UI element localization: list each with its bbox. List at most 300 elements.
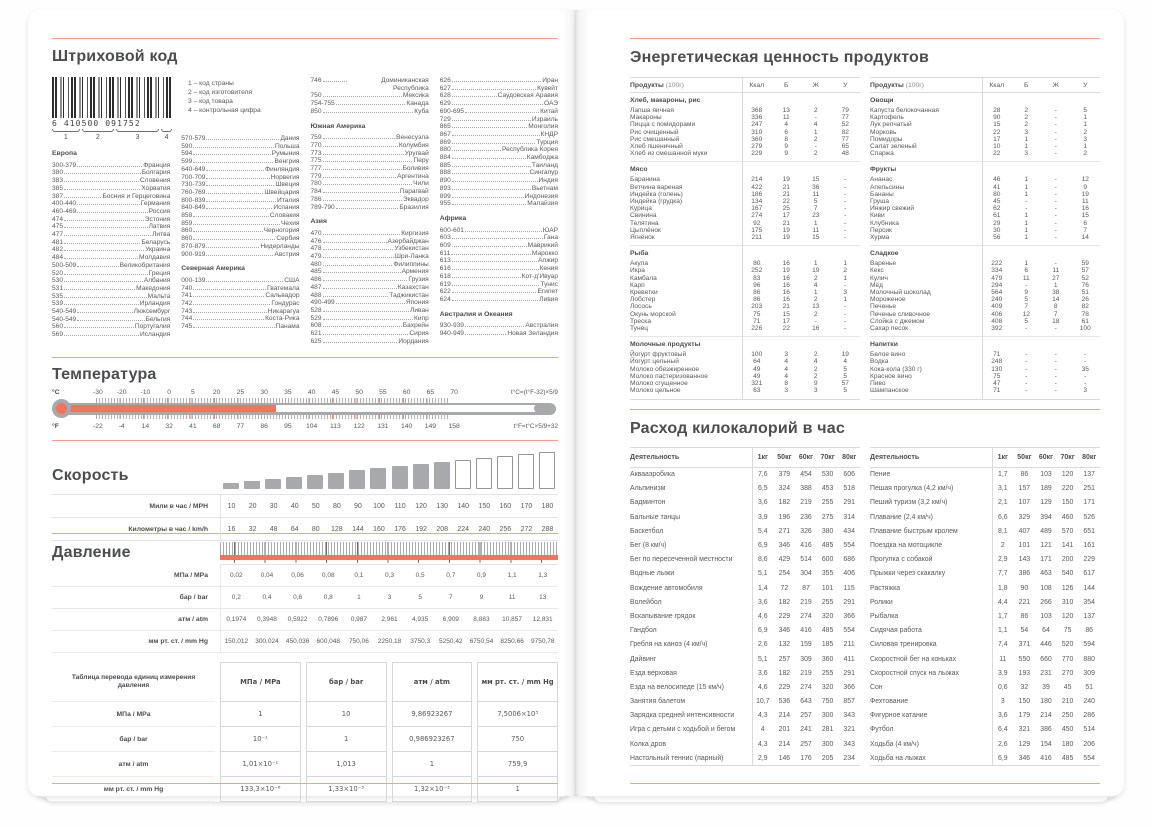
food-row bbox=[870, 184, 1100, 191]
calories-row bbox=[630, 652, 860, 666]
calories-row bbox=[630, 751, 860, 765]
food-name: Молочный шоколад bbox=[870, 289, 931, 297]
calories-value: 189 bbox=[1040, 485, 1052, 493]
food-table-left bbox=[630, 77, 860, 400]
pressure-table-cell: 1,013 bbox=[306, 751, 387, 777]
food-row bbox=[870, 176, 1100, 183]
food-values bbox=[982, 121, 1100, 128]
food-row bbox=[870, 387, 1100, 394]
barcode-bracket bbox=[82, 129, 114, 132]
calories-value: 460 bbox=[1061, 513, 1074, 521]
country-code: 383 bbox=[52, 177, 64, 185]
food-value: 564 bbox=[991, 289, 1003, 297]
fahrenheit-tick: 113 bbox=[329, 423, 341, 430]
food-name: Рис очищенный bbox=[630, 128, 679, 136]
food-value: 19 bbox=[1081, 190, 1089, 198]
calories-value: 211 bbox=[843, 641, 855, 649]
pressure-value: 6750,54 bbox=[469, 638, 494, 645]
food-value: 1 bbox=[813, 128, 818, 136]
calories-value: 320 bbox=[821, 612, 834, 620]
food-row bbox=[630, 282, 860, 289]
country-code: 773 bbox=[310, 149, 322, 157]
food-value: 80 bbox=[993, 190, 1001, 198]
food-value: - bbox=[1054, 150, 1057, 158]
food-value: 49 bbox=[753, 365, 761, 373]
dotted-leader bbox=[452, 277, 521, 278]
food-row bbox=[870, 234, 1100, 241]
speed-bar-graphic bbox=[220, 449, 558, 489]
country-list-column bbox=[52, 150, 170, 339]
barcode-bracket-label: 2 bbox=[95, 134, 100, 141]
food-name: Баранина bbox=[630, 176, 660, 184]
food-value: 19 bbox=[782, 267, 790, 275]
country-code: 750 bbox=[310, 92, 322, 100]
food-value: 22 bbox=[993, 128, 1001, 136]
food-value: 35 bbox=[1081, 365, 1089, 373]
pressure-table-cell: 750 bbox=[477, 726, 558, 752]
page-gutter-shadow bbox=[562, 10, 590, 796]
food-value: - bbox=[844, 190, 847, 198]
country-code: 888 bbox=[439, 169, 451, 177]
dotted-leader bbox=[452, 135, 540, 136]
calories-value: 416 bbox=[1040, 754, 1052, 762]
pressure-value: 13 bbox=[539, 594, 547, 601]
country-entry bbox=[440, 185, 558, 193]
dotted-leader bbox=[64, 304, 139, 305]
calories-value: 214 bbox=[778, 712, 791, 720]
food-values bbox=[742, 191, 860, 198]
country-name: Эквадор bbox=[402, 195, 429, 203]
kmh-value: 256 bbox=[499, 525, 512, 533]
food-value: 1 bbox=[1024, 190, 1029, 198]
calories-value: 686 bbox=[843, 556, 855, 564]
country-name: Бельгия bbox=[145, 315, 171, 323]
food-value: 17 bbox=[993, 135, 1001, 143]
country-entry bbox=[181, 277, 299, 285]
calories-value: 3,9 bbox=[998, 669, 1008, 677]
food-name: Ветчина вареная bbox=[630, 183, 683, 191]
country-entry bbox=[52, 285, 170, 293]
calories-value: 255 bbox=[821, 598, 834, 606]
calories-value: 2,1 bbox=[998, 499, 1008, 507]
country-list-column bbox=[440, 77, 558, 338]
calories-value: 4,6 bbox=[758, 683, 768, 691]
activity-name: Дайвинг bbox=[630, 655, 657, 663]
barcode-section bbox=[52, 39, 558, 357]
mph-value: 140 bbox=[457, 502, 470, 510]
kmh-value: 48 bbox=[269, 525, 278, 533]
food-value: 16 bbox=[782, 289, 790, 297]
pressure-table-cell: 10⁻¹ bbox=[220, 726, 301, 752]
food-value: 5 bbox=[843, 387, 848, 395]
food-header-products-bold: Продукты bbox=[870, 81, 904, 89]
calories-row bbox=[870, 581, 1100, 595]
food-value: 63 bbox=[753, 387, 761, 395]
country-code: 590 bbox=[181, 142, 193, 150]
pressure-value: 0,9 bbox=[476, 572, 486, 579]
food-value: 11 bbox=[1081, 198, 1089, 206]
calories-value: 485 bbox=[1061, 754, 1074, 762]
food-values bbox=[982, 296, 1100, 303]
calories-values bbox=[752, 485, 860, 492]
calories-value: 321 bbox=[843, 726, 855, 734]
dotted-leader bbox=[452, 96, 497, 97]
country-code: 741 bbox=[181, 292, 193, 300]
dotted-leader bbox=[323, 177, 397, 178]
country-code: 700-709 bbox=[181, 173, 206, 181]
country-entry bbox=[440, 273, 558, 281]
food-values bbox=[982, 114, 1100, 121]
country-code: 893 bbox=[439, 184, 451, 192]
fahrenheit-tick: 86 bbox=[260, 423, 268, 430]
food-row bbox=[630, 234, 860, 241]
food-row bbox=[630, 191, 860, 198]
food-value: 214 bbox=[751, 176, 763, 184]
food-values bbox=[742, 121, 860, 128]
food-value: 229 bbox=[751, 150, 763, 158]
food-value: - bbox=[1025, 358, 1028, 366]
food-name: Молоко обезжиренное bbox=[630, 365, 700, 373]
activity-name: Сон bbox=[870, 683, 883, 691]
pressure-value: 0,7 bbox=[446, 572, 456, 579]
calories-value: 416 bbox=[800, 627, 812, 635]
food-value: 46 bbox=[993, 176, 1001, 184]
pressure-value: 7 bbox=[448, 594, 453, 601]
pressure-value: 0,2 bbox=[231, 594, 241, 601]
dotted-leader bbox=[465, 334, 506, 335]
calories-value: 4,4 bbox=[998, 598, 1008, 606]
food-value: 336 bbox=[751, 114, 763, 122]
pressure-value: 1 bbox=[357, 594, 361, 601]
calories-values bbox=[752, 755, 860, 762]
country-name: Монголия bbox=[528, 123, 558, 131]
calories-values bbox=[992, 712, 1100, 719]
dotted-leader bbox=[465, 112, 539, 113]
dotted-leader bbox=[77, 312, 132, 313]
food-value: 100 bbox=[751, 351, 763, 359]
food-name: Икра bbox=[630, 267, 645, 275]
food-name: Лапша яичная bbox=[630, 107, 674, 114]
food-name: Мёд bbox=[870, 281, 884, 289]
dotted-leader bbox=[64, 181, 139, 182]
food-value: - bbox=[844, 198, 847, 206]
kmh-value: 64 bbox=[290, 525, 299, 533]
food-row bbox=[870, 212, 1100, 219]
country-name: Турция bbox=[536, 138, 558, 146]
celsius-tick: 45 bbox=[331, 389, 340, 396]
calories-row bbox=[870, 709, 1100, 723]
food-name: Спаржа bbox=[870, 150, 894, 158]
activity-name: Игра с детьми с ходьбой и бегом bbox=[630, 726, 736, 734]
food-row bbox=[630, 114, 860, 121]
pressure-table-cell: 1,32×10⁻³ bbox=[392, 776, 473, 802]
calories-value: 6,9 bbox=[758, 542, 768, 550]
country-name: Ирландия bbox=[139, 300, 171, 308]
food-name: Окунь морской bbox=[630, 310, 676, 318]
calories-values bbox=[752, 542, 860, 549]
pressure-table-row-label: мм рт. ст. / mm Hg bbox=[52, 777, 215, 802]
food-value: - bbox=[844, 176, 847, 184]
calories-value: 570 bbox=[1061, 527, 1074, 535]
dotted-leader bbox=[323, 326, 402, 327]
country-code: 880 bbox=[439, 146, 451, 154]
country-code: 759 bbox=[310, 134, 322, 142]
food-value: 36 bbox=[812, 183, 820, 191]
dotted-leader bbox=[64, 258, 138, 259]
food-header-col: Б bbox=[1024, 81, 1029, 89]
calories-value: 0,6 bbox=[998, 683, 1008, 691]
country-name: Италия bbox=[277, 196, 300, 204]
food-name: Йогурт цельный bbox=[630, 358, 679, 366]
calories-value: 411 bbox=[843, 655, 855, 663]
country-entry bbox=[181, 181, 299, 189]
calories-value: 1,8 bbox=[998, 584, 1008, 592]
food-value: 45 bbox=[993, 198, 1001, 206]
calories-row bbox=[630, 524, 860, 538]
calories-row bbox=[870, 624, 1100, 638]
pressure-title: Давление bbox=[52, 544, 131, 561]
calories-header-col: 1кг bbox=[757, 453, 768, 461]
dotted-leader bbox=[323, 154, 404, 155]
food-values bbox=[982, 260, 1100, 267]
country-entry bbox=[52, 239, 170, 247]
speed-bar-rect bbox=[476, 458, 492, 489]
celsius-formula: t°C=(t°F-32)×5/9 bbox=[510, 389, 558, 396]
calories-value: 75 bbox=[1063, 627, 1072, 635]
food-name: Лук репчатый bbox=[870, 121, 912, 129]
dotted-leader bbox=[64, 281, 143, 282]
country-name: Исландия bbox=[139, 331, 171, 339]
dotted-leader bbox=[465, 326, 524, 327]
food-header-cols bbox=[742, 82, 860, 89]
calories-value: 54 bbox=[1020, 627, 1029, 635]
calories-value: 321 bbox=[1018, 726, 1031, 734]
calories-value: 366 bbox=[843, 612, 855, 620]
food-section-heading: Овощи bbox=[870, 97, 894, 104]
food-value: 19 bbox=[782, 176, 790, 184]
calories-value: 429 bbox=[778, 556, 791, 564]
calories-value: 157 bbox=[1018, 485, 1031, 493]
calories-value: 406 bbox=[843, 570, 855, 578]
fahrenheit-tick: 122 bbox=[353, 423, 365, 430]
food-section-heading: Сладкое bbox=[870, 245, 1100, 260]
country-name: Ливия bbox=[539, 295, 558, 303]
food-values bbox=[742, 227, 860, 234]
mph-label: Мили в час / MPH bbox=[149, 502, 208, 510]
pressure-value: 8250,66 bbox=[500, 638, 524, 645]
country-code: 387 bbox=[52, 192, 64, 200]
food-value: 82 bbox=[841, 128, 849, 136]
food-value: 479 bbox=[991, 274, 1003, 282]
country-name: Люксембург bbox=[133, 308, 171, 316]
activity-name: Колка дров bbox=[630, 740, 666, 748]
country-name: Египет bbox=[537, 288, 558, 296]
calories-value: 120 bbox=[1061, 471, 1074, 479]
dotted-leader bbox=[193, 154, 270, 155]
pressure-value: 0,6 bbox=[293, 594, 303, 601]
food-table-header bbox=[630, 77, 860, 93]
country-name: Китай bbox=[540, 107, 558, 115]
celsius-tick: 50 bbox=[355, 389, 363, 396]
country-name: Израиль bbox=[531, 115, 558, 123]
country-name: Сальвадор bbox=[265, 292, 300, 300]
country-name: Гондурас bbox=[271, 300, 300, 308]
food-value: 2 bbox=[1024, 107, 1029, 114]
pressure-value: 1,3 bbox=[538, 572, 548, 579]
country-name: Мексика bbox=[402, 92, 429, 100]
food-value: - bbox=[1054, 135, 1057, 143]
calories-values bbox=[992, 471, 1100, 478]
food-name: Пиво bbox=[870, 380, 886, 388]
food-value: 2 bbox=[1083, 150, 1088, 158]
celsius-tick: -20 bbox=[116, 389, 127, 396]
food-name: Ягнёнок bbox=[630, 234, 655, 242]
country-code: 460-469 bbox=[52, 207, 77, 215]
dotted-leader bbox=[323, 138, 396, 139]
calories-value: 101 bbox=[1018, 542, 1031, 550]
food-section bbox=[630, 176, 860, 245]
mph-value: 170 bbox=[520, 502, 533, 510]
calories-header-cols bbox=[992, 454, 1100, 461]
food-row bbox=[630, 136, 860, 143]
food-section-heading: Хлеб, макароны, рис bbox=[630, 97, 701, 104]
calories-row bbox=[870, 666, 1100, 680]
calories-value: 5,1 bbox=[758, 570, 768, 578]
calories-value: 450 bbox=[1061, 726, 1074, 734]
dotted-leader bbox=[323, 272, 401, 273]
kmh-value: 128 bbox=[331, 525, 343, 533]
calories-value: 454 bbox=[800, 471, 812, 479]
calories-row bbox=[870, 680, 1100, 694]
food-values bbox=[982, 358, 1100, 365]
country-code: 869 bbox=[439, 138, 451, 146]
country-entry bbox=[52, 208, 170, 216]
pressure-table-corner: Таблица перевода единиц измерения давления bbox=[52, 662, 215, 702]
calories-value: 182 bbox=[778, 598, 791, 606]
country-code: 600-601 bbox=[439, 226, 464, 234]
calories-value: 270 bbox=[1061, 669, 1074, 677]
country-entry bbox=[181, 143, 299, 151]
country-entry bbox=[181, 204, 299, 212]
pressure-table-col-header: атм / atm bbox=[392, 662, 473, 702]
food-value: 25 bbox=[782, 205, 790, 213]
country-entry bbox=[181, 135, 299, 143]
country-code: 594 bbox=[181, 150, 193, 158]
food-values bbox=[982, 227, 1100, 234]
barcode-column-2 bbox=[181, 77, 299, 346]
calories-value: 206 bbox=[1083, 740, 1095, 748]
country-entry bbox=[52, 300, 170, 308]
dotted-leader bbox=[452, 120, 531, 121]
pressure-value: 3 bbox=[387, 594, 392, 601]
food-row bbox=[870, 136, 1100, 143]
dotted-leader bbox=[64, 250, 144, 251]
calories-value: 161 bbox=[1083, 542, 1095, 550]
food-value: 16 bbox=[782, 274, 790, 282]
food-value: 2 bbox=[813, 310, 818, 318]
activity-name: Бег (8 км/ч) bbox=[630, 542, 667, 550]
celsius-tick: 5 bbox=[190, 389, 195, 396]
mph-value: 110 bbox=[394, 502, 406, 510]
food-name: Апельсины bbox=[870, 183, 905, 191]
calories-value: 1,7 bbox=[998, 471, 1008, 479]
food-value: 86 bbox=[753, 289, 761, 297]
pressure-row bbox=[52, 587, 558, 609]
food-value: 392 bbox=[991, 325, 1003, 333]
food-value: 7 bbox=[1053, 310, 1058, 318]
food-values bbox=[982, 220, 1100, 227]
food-row bbox=[870, 220, 1100, 227]
calories-values bbox=[992, 627, 1100, 634]
dotted-leader bbox=[77, 212, 147, 213]
food-value: 29 bbox=[993, 219, 1001, 227]
food-name: Индейка (грудка) bbox=[630, 198, 683, 206]
pressure-table-col-header: бар / bar bbox=[306, 662, 387, 702]
mph-value: 40 bbox=[290, 502, 299, 510]
food-value: 408 bbox=[991, 317, 1003, 325]
food-value: 7 bbox=[813, 205, 818, 213]
calories-row bbox=[630, 638, 860, 652]
speed-row-mph bbox=[52, 494, 558, 517]
food-values bbox=[742, 358, 860, 365]
calories-value: 266 bbox=[1040, 598, 1052, 606]
pressure-value: 0,4 bbox=[262, 594, 272, 601]
calories-value: 275 bbox=[821, 513, 834, 521]
activity-name: Пешая прогулка (4,2 км/ч) bbox=[870, 485, 954, 493]
food-value: 9 bbox=[784, 143, 789, 151]
dotted-leader bbox=[193, 147, 274, 148]
country-entry bbox=[181, 189, 299, 197]
food-value: 8 bbox=[784, 380, 789, 388]
food-row bbox=[870, 205, 1100, 212]
country-code: 474 bbox=[52, 215, 64, 223]
calories-header-activity: Деятельность bbox=[870, 453, 920, 461]
food-value: - bbox=[1054, 205, 1057, 213]
pressure-row-values bbox=[220, 609, 558, 630]
celsius-tick: -30 bbox=[92, 389, 103, 396]
calories-row bbox=[870, 652, 1100, 666]
food-header-col: У bbox=[843, 81, 848, 89]
food-energy-section bbox=[630, 39, 1100, 400]
country-entry bbox=[181, 158, 299, 166]
dotted-leader bbox=[452, 104, 543, 105]
barcode-bracket-label: 4 bbox=[164, 134, 169, 141]
divider-bottom bbox=[630, 783, 1100, 784]
food-value: 15 bbox=[1081, 212, 1089, 220]
calories-row bbox=[870, 538, 1100, 552]
food-header-cols bbox=[982, 82, 1100, 89]
mph-value: 100 bbox=[373, 502, 385, 510]
calories-values bbox=[992, 499, 1100, 506]
food-name: Помидоры bbox=[870, 135, 903, 143]
activity-name: Плавание быстрым кролем bbox=[870, 527, 958, 535]
country-code: 490-499 bbox=[310, 299, 335, 307]
calories-values bbox=[992, 656, 1100, 663]
kmh-value: 176 bbox=[394, 525, 406, 533]
country-name: Бразилия bbox=[399, 203, 429, 211]
food-value: 96 bbox=[753, 281, 761, 289]
food-value: 92 bbox=[753, 219, 761, 227]
country-entry bbox=[311, 204, 429, 212]
food-values bbox=[982, 289, 1100, 296]
food-value: 6 bbox=[784, 128, 789, 136]
calories-value: 182 bbox=[778, 499, 791, 507]
food-row bbox=[630, 387, 860, 394]
country-name: Норвегия bbox=[270, 173, 300, 181]
calories-row bbox=[630, 709, 860, 723]
kmh-value: 240 bbox=[478, 525, 491, 533]
country-entry bbox=[311, 284, 429, 292]
